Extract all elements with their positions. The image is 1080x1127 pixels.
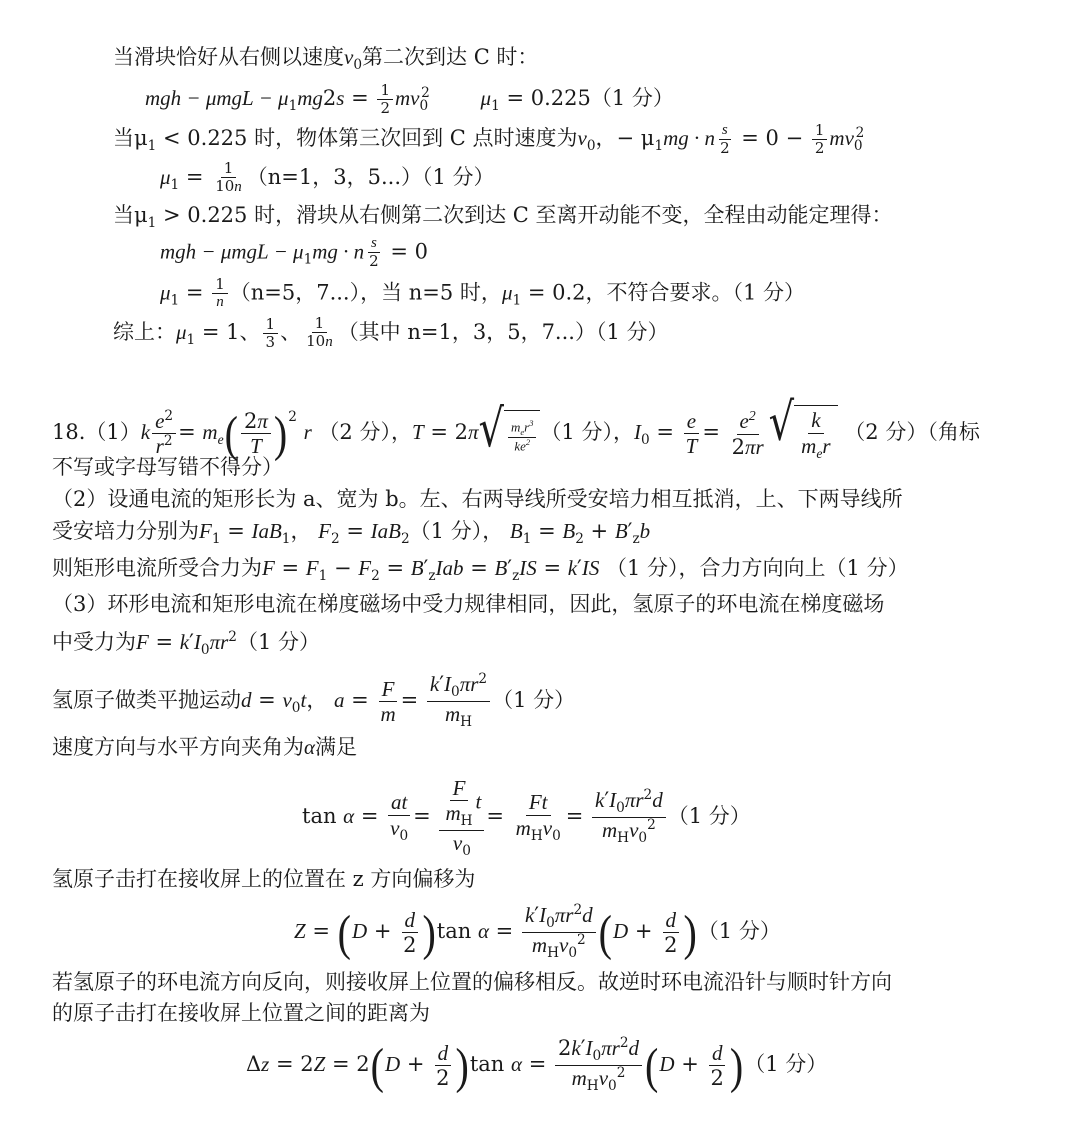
line-work-energy: mgh − $\mu mgL - \mu_1mg \cdot n$ $\frac{s}{2}$ = 0 bbox=[160, 235, 429, 271]
text: > 0.225 时，滑块从右侧第二次到达 C 至离开动能不变，全程由动能定理得： bbox=[156, 203, 893, 227]
q18-reverse-line2: 的原子击打在接收屏上位置之间的距离为 bbox=[52, 1001, 430, 1025]
text: （n=5，7...），当 n=5 时， bbox=[229, 280, 502, 305]
text: （2 分）（角标 bbox=[844, 420, 980, 444]
text: 第二次到达 C 时： bbox=[362, 45, 539, 69]
text: 满足 bbox=[315, 735, 358, 759]
q18-part2-line3: 则矩形电流所受合力为$F = F_1 - F_2 = B'_zIab = B'_zIS = k'IS$ （1 分），合力方向向上（1 分） bbox=[52, 556, 909, 585]
text: 当滑块恰好从右侧以速度 bbox=[113, 45, 344, 69]
text: 速度方向与水平方向夹角为 bbox=[52, 735, 304, 759]
text: 则矩形电流所受合力为 bbox=[52, 556, 262, 580]
text: 受安培力分别为 bbox=[52, 519, 199, 543]
text: （1 分）， bbox=[540, 420, 634, 444]
text: = 1、 bbox=[195, 319, 261, 344]
q18-z-equation: Z = (D + $\frac{d}{2}$ )tan α = $k'I_0\pi r^2d$ $m_Hv_0^2$ (D + $\frac{d}{2}$ )（1 分） bbox=[294, 902, 781, 962]
question-number: 18.（1） bbox=[52, 420, 141, 444]
text: 当μ bbox=[113, 126, 148, 150]
q18-part2-line2: 受安培力分别为$F_1 = IaB_1$， $F_2 = IaB_2(1$ 分）， $B_1 = B_2 + B'_zb$ bbox=[52, 519, 651, 548]
text: （1 分）， bbox=[409, 519, 504, 543]
q18-part1-note: 不写或字母写错不得分） bbox=[52, 455, 283, 479]
text: （1 分） bbox=[492, 687, 576, 712]
text: 中受力为 bbox=[52, 630, 136, 654]
q18-part1: 18.（1）k $\frac{e^2}{r^2}$ = $m_e$( $\frac{2\pi}{T}$ )$^2$ r （2 分），T = 2π √ $m_er^3$ $ke^2$ （1 分），$I_0$ = $\frac{e}{T}$ = $\frac{e^2}{2\pi r}$ √ k $m_er$ （2 分）（角标 bbox=[52, 393, 980, 461]
text: （n=1，3，5...）（1 分） bbox=[246, 164, 495, 189]
text: < 0.225 时，物体第三次回到 C 点时速度为 bbox=[156, 126, 578, 150]
line-summary: 综上：$\mu_1 = 1$、 $\frac{1}{3}$ 、 $\frac{1}{10n}$ （其中 n=1，3，5，7...）（1 分） bbox=[113, 314, 669, 351]
text: （1 分） bbox=[667, 804, 751, 828]
q18-reverse-line1: 若氢原子的环电流方向反向，则接收屏上位置的偏移相反。故逆时环电流沿针与顺时针方向 bbox=[52, 970, 892, 994]
text: ，− μ bbox=[595, 126, 655, 150]
text: （1 分），合力方向向上（1 分） bbox=[606, 556, 909, 580]
line-mu-less-case: 当$\mu_1 < 0.225$ 时，物体第三次回到 C 点时速度为$v_0$，− $\mu_1mg \cdot n$ $\frac{s}{2}$ = 0 − $\frac{1}{2}$ $mv_0^2$ bbox=[113, 120, 865, 157]
q18-projectile: 氢原子做类平抛运动$d = v_0t$， a = $\frac{F}{m}$ = $\frac{k'I_0\pi r^2}{m_H}$ （1 分） bbox=[52, 671, 576, 731]
line-sliding-block-condition: 当滑块恰好从右侧以速度$v_0$第二次到达 C 时： bbox=[113, 45, 539, 74]
text: （1 分） bbox=[697, 919, 781, 943]
q18-part3-line1: （3）环形电流和矩形电流在梯度磁场中受力规律相同，因此，氢原子的环电流在梯度磁场 bbox=[52, 592, 885, 616]
q18-part3-line2: 中受力为$F = k'I_0\pi r^2(1$ 分） bbox=[52, 629, 321, 659]
q18-z-intro: 氢原子击打在接收屏上的位置在 z 方向偏移为 bbox=[52, 867, 476, 891]
q18-part2-line1: （2）设通电流的矩形长为 a、宽为 b。左、右两导线所受安培力相互抵消，上、下两导线所 bbox=[52, 487, 903, 511]
line-energy-equation: mgh − $\mu mgL - \mu_1mg2s$ = $\frac{1}{2}$ $mv_0^2$ $\mu_1 = 0.225(1$ 分） bbox=[145, 80, 674, 117]
text: （其中 n=1，3，5，7...）（1 分） bbox=[337, 319, 669, 344]
line-mu-formula-2: $\mu_1$ = $\frac{1}{n}$ （n=5，7...），当 n=5 时，$\mu_1 = 0.2$，不符合要求。（1 分） bbox=[160, 275, 806, 311]
q18-delta-z-equation: Δz = 2Z = 2(D + $\frac{d}{2}$ )tan α = $2k'I_0\pi r^2d$ $m_Hv_0^2$ (D + $\frac{d}{2}$ )（1 分） bbox=[246, 1035, 828, 1095]
line-mu-formula-1: $\mu_1$ = $\frac{1}{10n}$ （n=1，3，5...）（1 分） bbox=[160, 159, 495, 196]
text: 当μ bbox=[113, 203, 148, 227]
text: = 0.2，不符合要求。（1 分） bbox=[521, 280, 806, 305]
q18-tan-equation: tan α = $\frac{at}{v_0}$ = $\frac{F}{m_H}$ t $v_0$ = Ft $m_Hv_0$ = $k'I_0\pi r^2d$ $m_Hv_0^2$ （1 分） bbox=[302, 775, 751, 859]
text: （1 分） bbox=[236, 630, 321, 654]
text: （1 分） bbox=[744, 1052, 828, 1076]
text: 综上： bbox=[113, 319, 176, 344]
text: 氢原子做类平抛运动 bbox=[52, 687, 241, 712]
line-mu-greater-case: 当$\mu_1 > 0.225$ 时，滑块从右侧第二次到达 C 至离开动能不变，全程由动能定理得： bbox=[113, 203, 893, 232]
text: （2 分）， bbox=[318, 420, 412, 444]
q18-angle-intro: 速度方向与水平方向夹角为α满足 bbox=[52, 735, 358, 759]
